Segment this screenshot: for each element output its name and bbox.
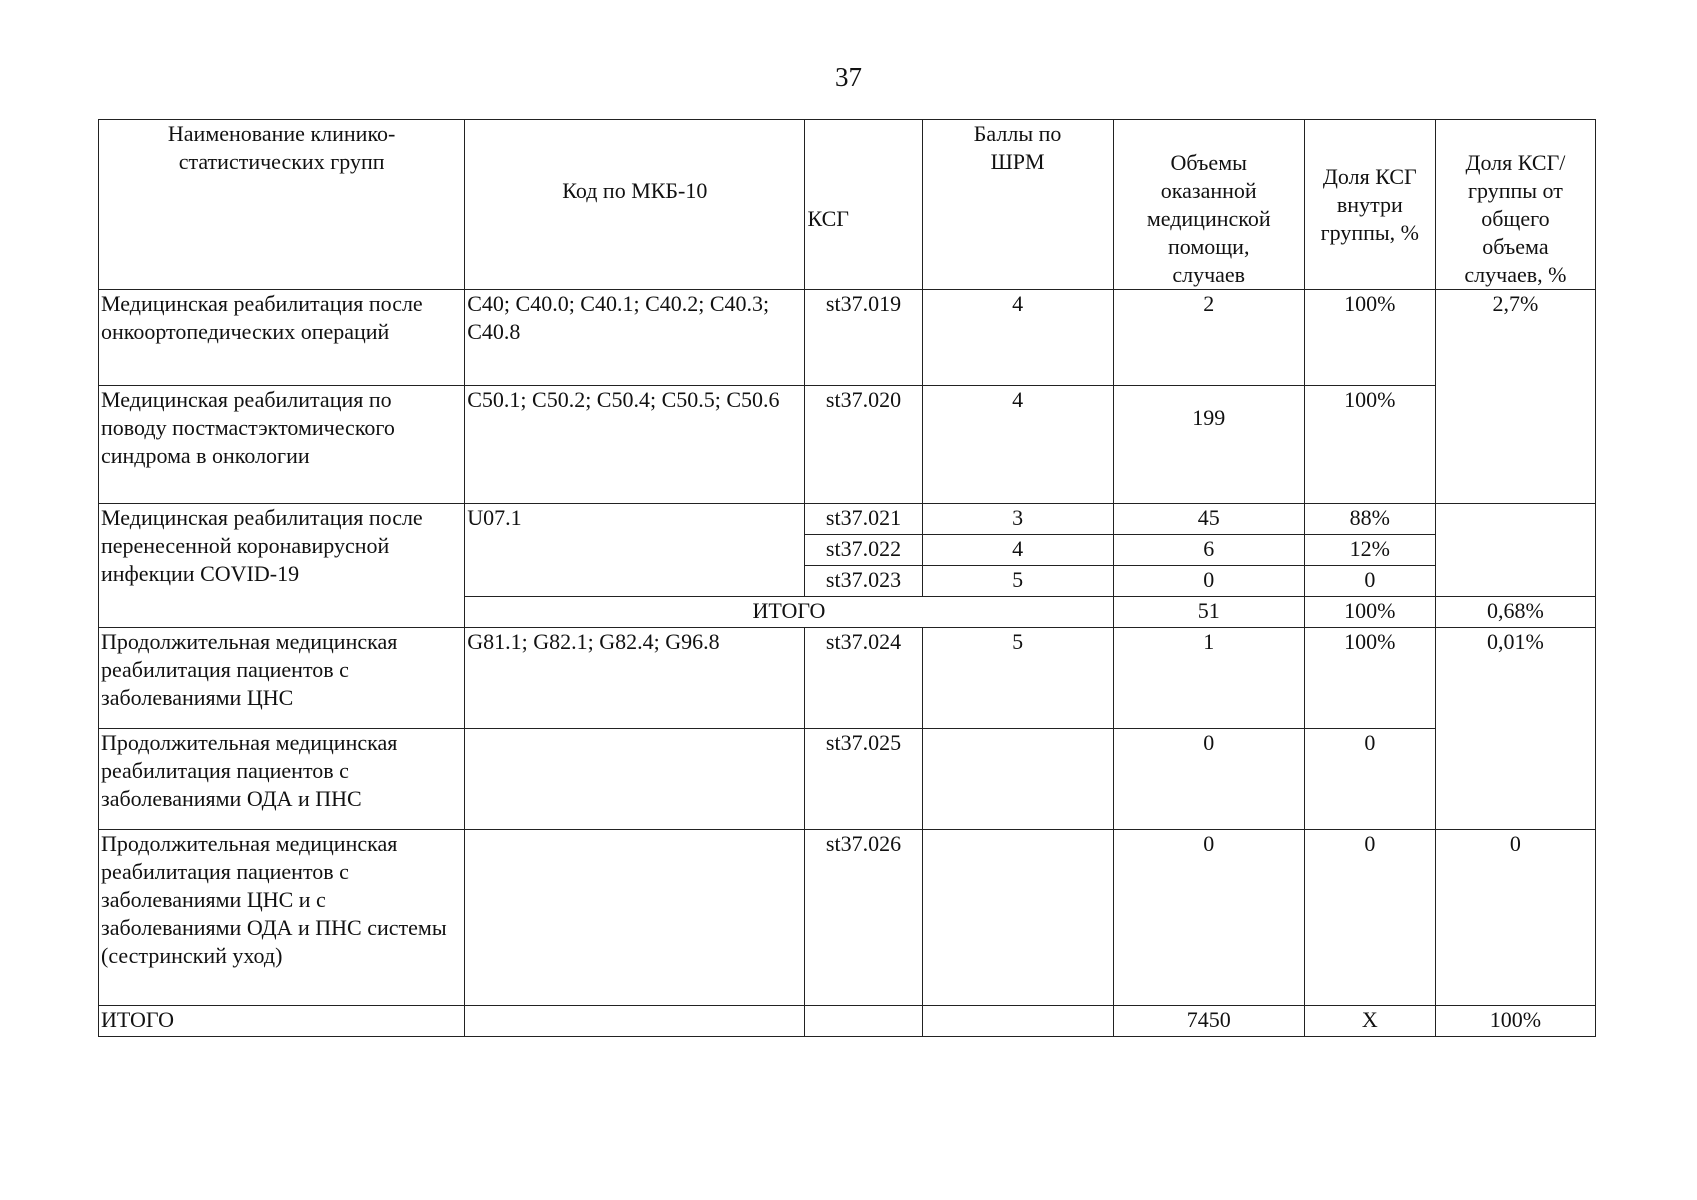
share-total-value: 2,7% bbox=[1435, 290, 1595, 504]
group-name: Медицинская реабилитация по поводу постмастэктомического синдрома в онкологии bbox=[99, 386, 465, 504]
subtotal-volume: 51 bbox=[1113, 597, 1304, 628]
volume-value: 2 bbox=[1113, 290, 1304, 386]
subtotal-share-total: 0,68% bbox=[1435, 597, 1595, 628]
points-value: 5 bbox=[922, 628, 1113, 729]
ksg-code: st37.020 bbox=[805, 386, 922, 504]
table-row bbox=[99, 290, 1596, 386]
volume-value: 0 bbox=[1113, 566, 1304, 597]
volume-value: 6 bbox=[1113, 535, 1304, 566]
total-row bbox=[99, 1006, 1596, 1037]
total-ksg-empty bbox=[805, 1006, 922, 1037]
total-share-total: 100% bbox=[1435, 1006, 1595, 1037]
header-row bbox=[99, 120, 1596, 290]
table-row bbox=[99, 504, 1596, 535]
table-row bbox=[99, 628, 1596, 729]
volume-value: 0 bbox=[1113, 830, 1304, 1006]
ksg-code: st37.019 bbox=[805, 290, 922, 386]
ksg-table bbox=[98, 119, 1596, 1037]
share-inside-value: 0 bbox=[1304, 566, 1435, 597]
total-icd-empty bbox=[465, 1006, 805, 1037]
ksg-code: st37.023 bbox=[805, 566, 922, 597]
header-icd: Код по МКБ-10 bbox=[465, 120, 805, 290]
volume-value: 199 bbox=[1113, 386, 1304, 504]
header-points: Баллы по ШРМ bbox=[922, 120, 1113, 290]
header-share-total: Доля КСГ/группы от общего объема случаев, % bbox=[1435, 120, 1595, 290]
total-share-inside: X bbox=[1304, 1006, 1435, 1037]
ksg-code: st37.022 bbox=[805, 535, 922, 566]
share-inside-value: 12% bbox=[1304, 535, 1435, 566]
group-name: Продолжительная медицинская реабилитация пациентов с заболеваниями ЦНС bbox=[99, 628, 465, 729]
icd-codes-empty bbox=[465, 830, 805, 1006]
share-inside-value: 100% bbox=[1304, 628, 1435, 729]
total-points-empty bbox=[922, 1006, 1113, 1037]
group-name: Медицинская реабилитация после перенесенной коронавирусной инфекции COVID-19 bbox=[99, 504, 465, 628]
group-name: Медицинская реабилитация после онкоортопедических операций bbox=[99, 290, 465, 386]
icd-codes: U07.1 bbox=[465, 504, 805, 597]
share-total-empty bbox=[1435, 504, 1595, 597]
points-empty bbox=[922, 830, 1113, 1006]
total-label: ИТОГО bbox=[99, 1006, 465, 1037]
points-value: 5 bbox=[922, 566, 1113, 597]
subtotal-share-inside: 100% bbox=[1304, 597, 1435, 628]
volume-value: 0 bbox=[1113, 729, 1304, 830]
page-number: 37 bbox=[835, 62, 862, 92]
icd-codes-empty bbox=[465, 729, 805, 830]
share-total-value: 0 bbox=[1435, 830, 1595, 1006]
share-inside-value: 0 bbox=[1304, 729, 1435, 830]
header-share-inside: Доля КСГ внутри группы, % bbox=[1304, 120, 1435, 290]
ksg-code: st37.026 bbox=[805, 830, 922, 1006]
total-volume: 7450 bbox=[1113, 1006, 1304, 1037]
group-name: Продолжительная медицинская реабилитация пациентов с заболеваниями ОДА и ПНС bbox=[99, 729, 465, 830]
table-row bbox=[99, 386, 1596, 504]
icd-codes: C50.1; C50.2; C50.4; C50.5; C50.6 bbox=[465, 386, 805, 504]
header-name: Наименование клинико-статистических групп bbox=[99, 120, 465, 290]
share-inside-value: 100% bbox=[1304, 386, 1435, 504]
ksg-code: st37.021 bbox=[805, 504, 922, 535]
header-ksg: КСГ bbox=[805, 120, 922, 290]
points-value: 3 bbox=[922, 504, 1113, 535]
volume-value: 45 bbox=[1113, 504, 1304, 535]
points-value: 4 bbox=[922, 535, 1113, 566]
table-row bbox=[99, 729, 1596, 830]
share-inside-value: 88% bbox=[1304, 504, 1435, 535]
points-value: 4 bbox=[922, 386, 1113, 504]
subtotal-label: ИТОГО bbox=[465, 597, 1113, 628]
table-row bbox=[99, 830, 1596, 1006]
share-inside-value: 0 bbox=[1304, 830, 1435, 1006]
volume-value: 1 bbox=[1113, 628, 1304, 729]
group-name: Продолжительная медицинская реабилитация пациентов с заболеваниями ЦНС и с заболеваниями ОДА и ПНС системы (сестринский уход) bbox=[99, 830, 465, 1006]
icd-codes: C40; C40.0; C40.1; C40.2; C40.3; C40.8 bbox=[465, 290, 805, 386]
share-inside-value: 100% bbox=[1304, 290, 1435, 386]
ksg-code: st37.025 bbox=[805, 729, 922, 830]
icd-codes: G81.1; G82.1; G82.4; G96.8 bbox=[465, 628, 805, 729]
header-volume: Объемы оказанной медицинской помощи, случаев bbox=[1113, 120, 1304, 290]
points-value: 4 bbox=[922, 290, 1113, 386]
points-empty bbox=[922, 729, 1113, 830]
ksg-code: st37.024 bbox=[805, 628, 922, 729]
share-total-value: 0,01% bbox=[1435, 628, 1595, 830]
